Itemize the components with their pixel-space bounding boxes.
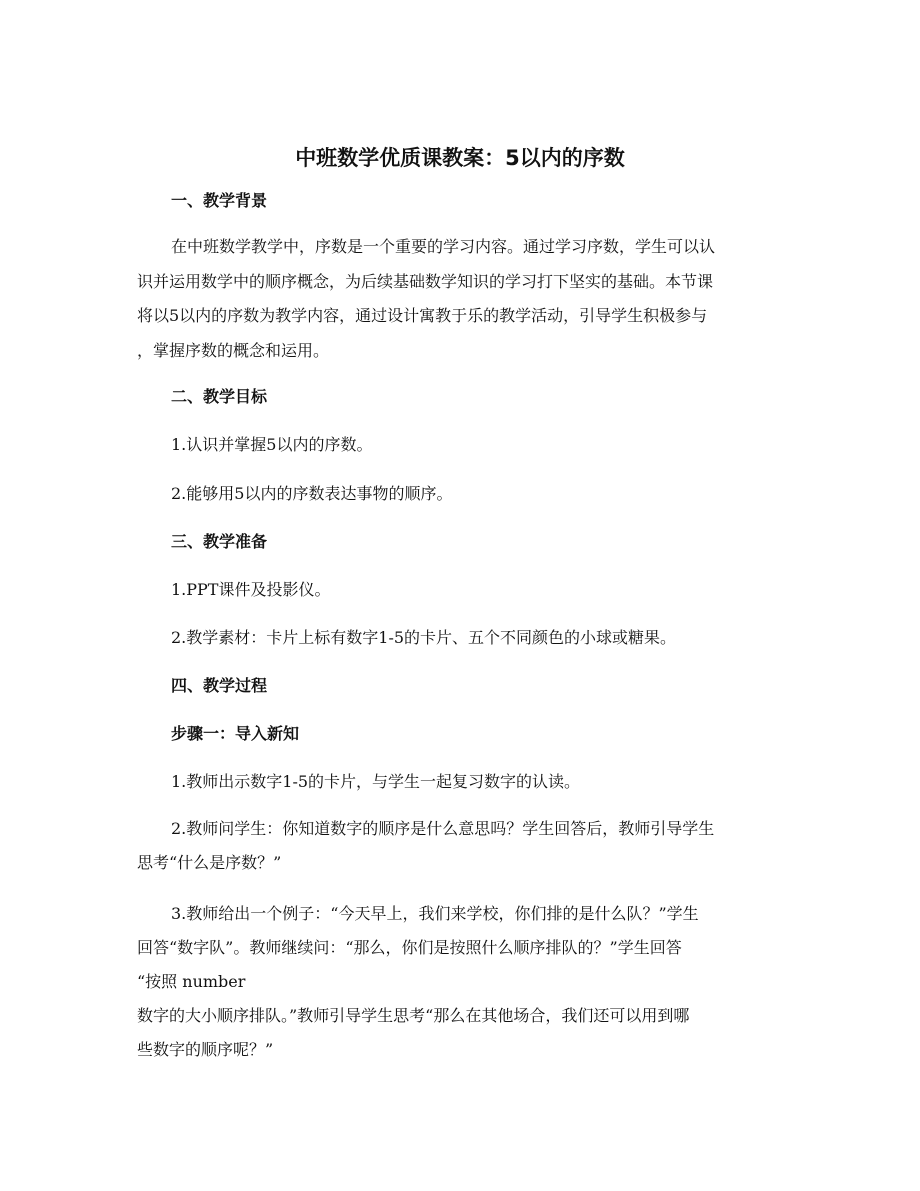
process-step [137, 812, 788, 880]
objective-item: 2.能够用5以内的序数表达事物的顺序。 [171, 484, 453, 503]
paragraph-line: 识并运用数学中的顺序概念，为后续基础数学知识的学习打下坚实的基础。本节课 [137, 271, 714, 291]
page-title: 中班数学优质课教案：5以内的序数 [295, 146, 625, 170]
process-step: 1.教师出示数字1-5的卡片，与学生一起复习数字的认读。 [171, 772, 581, 791]
paragraph-line: ，掌握序数的概念和运用。 [137, 340, 330, 360]
preparation-item: 1.PPT课件及投影仪。 [171, 580, 331, 599]
step-line: 回答“数字队”。教师继续问：“那么，你们是按照什么顺序排队的？”学生回答 [137, 938, 682, 957]
section-heading-process: 四、教学过程 [171, 676, 268, 695]
section-heading-background: 一、教学背景 [171, 191, 268, 210]
background-paragraph [137, 230, 788, 368]
step-line: 数字的大小顺序排队。”教师引导学生思考“那么在其他场合，我们还可以用到哪 [137, 1006, 690, 1025]
step-line: 思考“什么是序数？” [137, 853, 282, 872]
step-line: 3.教师给出一个例子：“今天早上，我们来学校，你们排的是什么队？”学生 [171, 904, 699, 923]
step-line: 2.教师问学生：你知道数字的顺序是什么意思吗？学生回答后，教师引导学生 [171, 819, 715, 838]
process-step [137, 897, 788, 1067]
step-line: 些数字的顺序呢？” [137, 1040, 274, 1059]
paragraph-line: 在中班数学教学中，序数是一个重要的学习内容。通过学习序数，学生可以认 [171, 237, 716, 256]
section-heading-objectives: 二、教学目标 [171, 387, 268, 406]
paragraph-line: 将以5以内的序数为教学内容，通过设计寓教于乐的教学活动，引导学生积极参与 [137, 306, 708, 325]
preparation-item: 2.教学素材：卡片上标有数字1-5的卡片、五个不同颜色的小球或糖果。 [171, 628, 677, 647]
step-one-subheading: 步骤一：导入新知 [171, 724, 300, 743]
step-line: “按照 number [137, 972, 246, 991]
section-heading-preparation: 三、教学准备 [171, 532, 268, 551]
objective-item: 1.认识并掌握5以内的序数。 [171, 435, 373, 454]
